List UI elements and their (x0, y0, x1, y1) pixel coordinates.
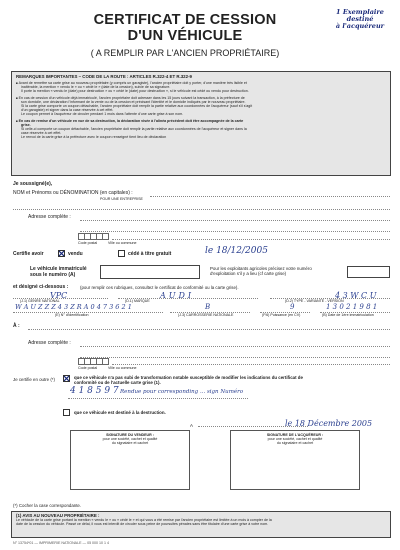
copy-note-line3: à l'acquéreur (335, 22, 385, 30)
designated-label: et désigné ci-dessous : (13, 284, 69, 290)
buyer-postal-label: Code postal (78, 366, 98, 370)
no-modification-line1: que ce véhicule n'a pas subi de transformation notable susceptible de modifier les indications du certificat de (74, 375, 303, 380)
seller-postal-cells[interactable] (78, 233, 109, 240)
important-remarks-box (11, 71, 391, 176)
given-label: cédé à titre gratuit (128, 251, 172, 257)
sale-date-handwritten: le 18/12/2005 (205, 246, 268, 256)
buyer-postal-cells[interactable] (78, 358, 109, 365)
advice-box (11, 511, 391, 538)
power-label: (P.6) Puissance (en CV) (262, 313, 301, 317)
seller-address-label: Adresse complète : (28, 214, 71, 220)
seller-signature-title: SIGNATURE DU VENDEUR : (106, 433, 154, 437)
body-label: (J.3) CARROSSERIE NATIONALE (178, 313, 234, 317)
registration-number-field[interactable] (100, 265, 200, 279)
form-subtitle: ( A REMPLIR PAR L'ANCIEN PROPRIÉTAIRE) (90, 48, 280, 58)
no-modification-checkbox[interactable] (63, 375, 70, 382)
card-number-field[interactable] (68, 397, 248, 399)
copy-note-line2: destiné (346, 15, 374, 23)
agri-number-field[interactable] (347, 266, 390, 278)
no-modification-text (74, 375, 390, 385)
remarks-item3-line2: grise. (21, 122, 31, 127)
destruction-checkbox[interactable] (63, 409, 70, 416)
registered-label-line1: Le véhicule immatriculé (30, 266, 87, 272)
sold-checkbox[interactable] (58, 250, 65, 257)
advice-heading: (1) AVIS AU NOUVEAU PROPRIÉTAIRE : (16, 513, 100, 518)
signature-date-handwritten: le 18 Décembre 2005 (285, 419, 373, 428)
buyer-signature-note2: du signataire et cachet (276, 441, 314, 446)
checkmark-icon (59, 251, 64, 256)
vin-value: W A U Z Z Z 4 3 Z R A 0 4 7 3 6 2 1 (15, 303, 132, 311)
checkbox-footnote: (*) Cocher la case correspondante. (13, 503, 82, 508)
destruction-text: que ce véhicule est destiné à la destruction. (74, 410, 166, 415)
remarks-item3-line5: Le renvoi de la carte grise à la préfecture avec le coupon renseigné tient lieu de déclaration (21, 135, 167, 140)
copy-note-line1: 1 Exemplaire (336, 8, 384, 16)
remarks-item1-line1: ■ Avant de remettre sa carte grise au nouveau propriétaire (y compris un garagiste), l'ancien propriétaire doit y porter, d'une manière très lisible et (16, 81, 386, 85)
seller-postal-label: Code postal (78, 241, 98, 245)
buyer-signature-box[interactable] (230, 430, 360, 490)
agri-note (210, 266, 345, 276)
form-title-line2: D'UN VÉHICULE (127, 28, 243, 44)
registered-label-line2: sous le numéro (A) (30, 272, 76, 278)
form-title-line1: CERTIFICAT DE CESSION (93, 12, 277, 28)
copy-note (325, 9, 395, 30)
sold-label: vendu (68, 251, 83, 257)
remarks-heading: REMARQUES IMPORTANTES – CODE DE LA ROUTE : ARTICLES R.322-4 ET R.322-9 (16, 74, 192, 79)
buyer-city-field[interactable] (112, 361, 390, 365)
designated-note: (pour remplir ces rubriques, consultez le certificat de conformité ou la carte grise). (80, 285, 239, 290)
seller-name-field-line2[interactable] (13, 206, 390, 210)
seller-signature-note2: du signataire et cachet (111, 441, 149, 446)
brand-label: (D.1) MARQUE (125, 299, 150, 303)
certify-label: Certifie avoir (13, 251, 44, 257)
remarks-item1-line2: inaltérable, la mention « vendu le » ou « cédé le » (date de la cession), suivie de sa signature. (21, 85, 171, 90)
remarks-item2-line2: son domicile, une déclaration l'informant de la vente ou de la cession et précisant l'identité et le domicile indiqués par le nouveau propriétaire. (21, 99, 246, 104)
form-code: N° 13754*01 — IMPRIMERIE NATIONALE — 05 000 10 1 4 (13, 541, 110, 545)
seller-address-field[interactable] (80, 217, 390, 221)
remarks-item2-line3: Si la carte grise comporte un coupon détachable, l'ancien propriétaire doit remplir la partie relative aux coordonnées de l'acquéreur (sauf s'il s'agit (21, 104, 253, 109)
seller-city-label: Ville ou commune (108, 241, 137, 245)
genre-label: (J.1) GENRE NATIONAL (20, 299, 60, 303)
seller-signature-box[interactable] (70, 430, 190, 490)
buyer-name-field[interactable] (28, 326, 390, 330)
agri-note-line1: Pour les exploitants agricoles précisez votre numéro (210, 266, 312, 271)
agri-note-line2: d'exploitation s'il y a lieu (cf carte grise) (210, 271, 287, 276)
type-label: (D.2) TYPE - VARIANTE - VERSION (285, 299, 344, 303)
given-checkbox[interactable] (118, 250, 125, 257)
card-number-note: Rendue pour corresponding ... sign Numéro (120, 389, 244, 395)
remarks-item3-line4: case réservée à cet effet. (21, 131, 62, 136)
body-value: B (205, 303, 211, 311)
checkmark-icon (64, 376, 69, 381)
buyer-city-label: Ville ou commune (108, 366, 137, 370)
card-number-handwritten: 4 1 8 5 9 7 (70, 386, 119, 396)
seller-signature-note1: pour une société, cachet et qualité (102, 437, 158, 442)
remarks-item3-line1: ■ En cas de remise d'un véhicule en vue de sa destruction, la déclaration visée à l'alinéa précédent doit être accompagnée de la carte (16, 119, 386, 123)
buyer-address-field-line2[interactable] (80, 354, 390, 358)
remarks-item3-line3: Si celle-ci comporte un coupon détachable, l'ancien propriétaire doit remplir la partie relative aux coordonnées de l'acquéreur et signer dans la (21, 127, 247, 132)
seller-city-field[interactable] (112, 236, 390, 240)
buyer-signature-title: SIGNATURE DE L'ACQUÉREUR : (266, 433, 324, 437)
no-modification-line2: conformité ou de l'actuelle carte grise (1). (74, 380, 161, 385)
power-value: 9 (290, 303, 295, 311)
buyer-address-label: Adresse complète : (28, 340, 71, 346)
undersigned-label: Je soussigné(e), (13, 181, 53, 187)
type-value: 4 3 W C U (335, 291, 377, 300)
advice-line1: Le véhicule de la carte grise portant la mention « vendu le » ou « cédé le » et qui vous a été remise par l'ancien propriétaire est limitée à un mois à compter de la (16, 518, 272, 522)
buyer-signature-note1: pour une société, cachet et qualité (267, 437, 323, 442)
seller-name-label: NOM et Prénoms ou DÉNOMINATION (en capitales) : (13, 190, 133, 196)
remarks-item2-line5: Le coupon permet à l'acquéreur de circuler pendant 1 mois dans l'attente d'une carte grise à son nom. (21, 112, 184, 117)
seller-name-sublabel: POUR UNE ENTREPRISE (100, 197, 143, 201)
buyer-label: À : (13, 323, 20, 329)
place-prefix: A (190, 423, 193, 428)
seller-name-field[interactable] (150, 193, 390, 197)
remarks-item2-line4: d'un garagiste) et signer dans la case réservée à cet effet. (21, 108, 114, 113)
vin-label: (E) N° d'identification (55, 313, 89, 317)
certify-further-label: Je certifie en outre (*) (13, 377, 55, 382)
date-first-value: 1 3 0 2 1 9 8 1 (326, 303, 378, 311)
form-title (80, 12, 290, 44)
advice-line2: date de la cession du véhicule. Passé ce délai, il vous est interdit de circuler sous peine de poursuites pénales sans être titulaire d'une carte grise à votre nom. (16, 522, 269, 527)
seller-address-field-line2[interactable] (80, 228, 390, 232)
remarks-item2-line1: ■ En cas de cession d'un véhicule déjà immatriculé, l'ancien propriétaire doit adresser dans les 15 jours suivant la transaction, à la préfecture de (16, 96, 386, 100)
date-first-label: (B) Date de 1ère immatriculation (322, 313, 374, 317)
genre-value: VPC (50, 291, 68, 300)
remarks-item1-line3: Il porte la mention « vendu le (date) pour destruction » ou « cédé le (date) pour destruction », si le véhicule est cédé ou vendu pour destruction. (21, 89, 249, 94)
buyer-address-field[interactable] (80, 343, 390, 347)
registered-label (30, 266, 87, 278)
brand-value: AUDI (160, 291, 195, 300)
